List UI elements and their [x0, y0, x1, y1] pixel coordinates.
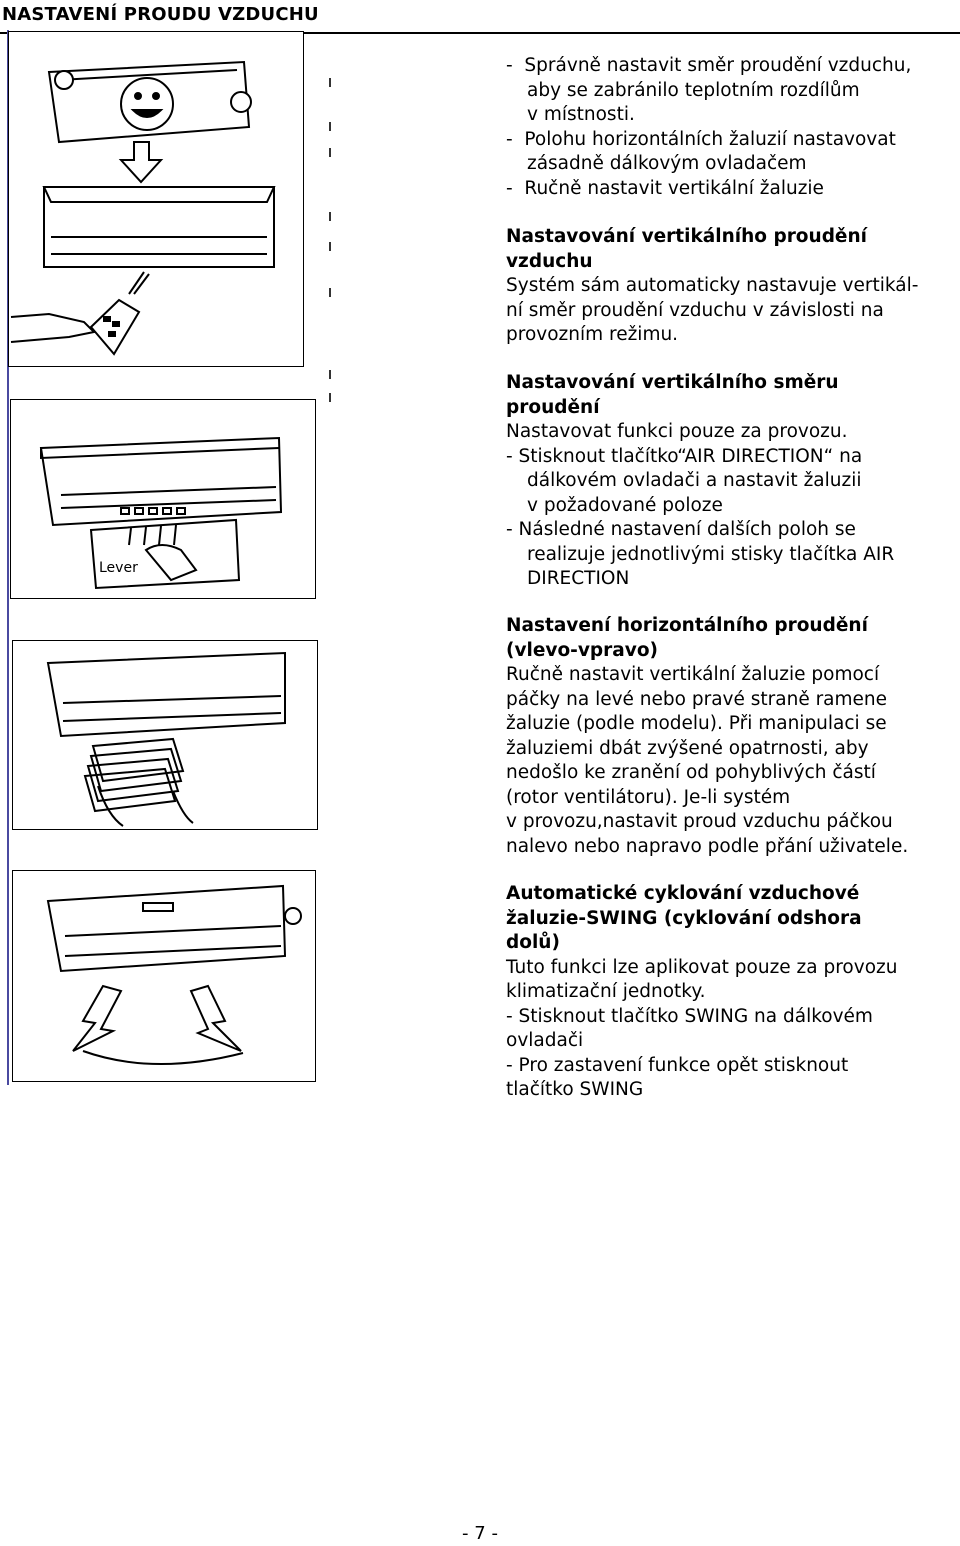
smiley-face-icon: [121, 78, 173, 130]
ac-unit-louvres-drawing: [13, 641, 317, 829]
section-horizontal-airflow: [506, 614, 946, 859]
section-vertical-direction: [506, 371, 946, 592]
section-heading: žaluzie-SWING (cyklování odshora: [506, 907, 862, 929]
intro-item-line: v místnosti.: [527, 104, 635, 125]
illustration-swing: [12, 870, 316, 1082]
section-heading: proudění: [506, 396, 600, 418]
page-number: - 7 -: [462, 1523, 498, 1544]
section-body: v provozu,nastavit proud vzduchu páčkou: [506, 811, 893, 832]
intro-item-line: zásadně dálkovým ovladačem: [527, 153, 807, 174]
section-body: Nastavovat funkci pouze za provozu.: [506, 421, 848, 442]
swing-arrows-icon: [73, 986, 243, 1064]
margin-tick: [329, 393, 331, 402]
section-body: tlačítko SWING: [506, 1079, 644, 1100]
section-body: - Pro zastavení funkce opět stisknout: [506, 1054, 849, 1076]
margin-tick: [329, 212, 331, 221]
section-list-item: - Následné nastavení dalších poloh se: [506, 519, 856, 540]
section-body: Systém sám automaticky nastavuje vertikál-: [506, 275, 919, 296]
margin-tick: [329, 288, 331, 297]
page-title: NASTAVENÍ PROUDU VZDUCHU: [2, 4, 319, 25]
down-arrow-icon: [121, 142, 161, 182]
section-body: nedošlo ke zranění od pohyblivých částí: [506, 762, 876, 783]
intro-list: [506, 54, 946, 201]
ac-unit-lever-drawing: [11, 400, 315, 598]
margin-tick: [329, 148, 331, 157]
section-heading: Nastavení horizontálního proudění: [506, 615, 868, 636]
section-list-line: v požadované poloze: [527, 494, 723, 516]
intro-item: - Polohu horizontálních žaluzií nastavovat: [506, 128, 896, 150]
margin-tick: [329, 242, 331, 251]
ac-unit-swing-drawing: [13, 871, 315, 1081]
margin-tick: [329, 78, 331, 87]
section-body: klimatizační jednotky.: [506, 981, 706, 1002]
section-body: ovladači: [506, 1030, 584, 1051]
page-header: [0, 0, 960, 34]
section-body: (rotor ventilátoru). Je-li systém: [506, 786, 791, 808]
section-list-line: dálkovém ovladači a nastavit žaluzii: [527, 470, 862, 491]
section-heading: vzduchu: [506, 250, 593, 272]
section-list-item: - Stisknout tlačítko“AIR DIRECTION“ na: [506, 445, 863, 467]
section-vertical-airflow: [506, 225, 946, 348]
intro-item-line: aby se zabránilo teplotním rozdílům: [527, 79, 860, 101]
hand-icon: [146, 545, 196, 580]
intro-item: - Ručně nastavit vertikální žaluzie: [506, 177, 824, 199]
section-list-line: realizuje jednotlivými stisky tlačítka AIR: [527, 543, 895, 565]
section-body: páčky na levé nebo pravé straně ramene: [506, 688, 888, 710]
section-heading: Nastavování vertikálního směru: [506, 372, 839, 393]
section-body: žaluziemi dbát zvýšené opatrnosti, aby: [506, 737, 869, 759]
lever-closeup: [91, 520, 239, 588]
margin-tick: [329, 122, 331, 131]
section-heading: dolů): [506, 932, 560, 953]
section-swing: [506, 882, 946, 1103]
remote-control-icon: [91, 272, 149, 354]
intro-item: - Správně nastavit směr proudění vzduchu,: [506, 55, 912, 76]
section-heading: Automatické cyklování vzduchové: [506, 883, 860, 904]
section-heading: Nastavování vertikálního proudění: [506, 226, 867, 247]
section-body: Tuto funkci lze aplikovat pouze za provozu: [506, 956, 898, 978]
hand-icon: [11, 314, 94, 342]
section-body: Ručně nastavit vertikální žaluzie pomocí: [506, 664, 880, 685]
section-body: žaluzie (podle modelu). Při manipulaci se: [506, 713, 887, 734]
illustration-remote-control: [8, 31, 304, 367]
section-list-line: DIRECTION: [527, 568, 630, 589]
section-body: ní směr proudění vzduchu v závislosti na: [506, 299, 884, 321]
ac-unit-remote-drawing: [9, 32, 303, 366]
lever-label: Lever: [99, 560, 138, 576]
margin-tick: [329, 370, 331, 379]
illustration-lever: [10, 399, 316, 599]
illustration-horizontal-louvres: [12, 640, 318, 830]
section-heading: (vlevo-vpravo): [506, 639, 658, 661]
section-body: - Stisknout tlačítko SWING na dálkovém: [506, 1005, 873, 1027]
section-body: nalevo nebo napravo podle přání uživatele.: [506, 835, 909, 857]
section-body: provozním režimu.: [506, 324, 679, 345]
